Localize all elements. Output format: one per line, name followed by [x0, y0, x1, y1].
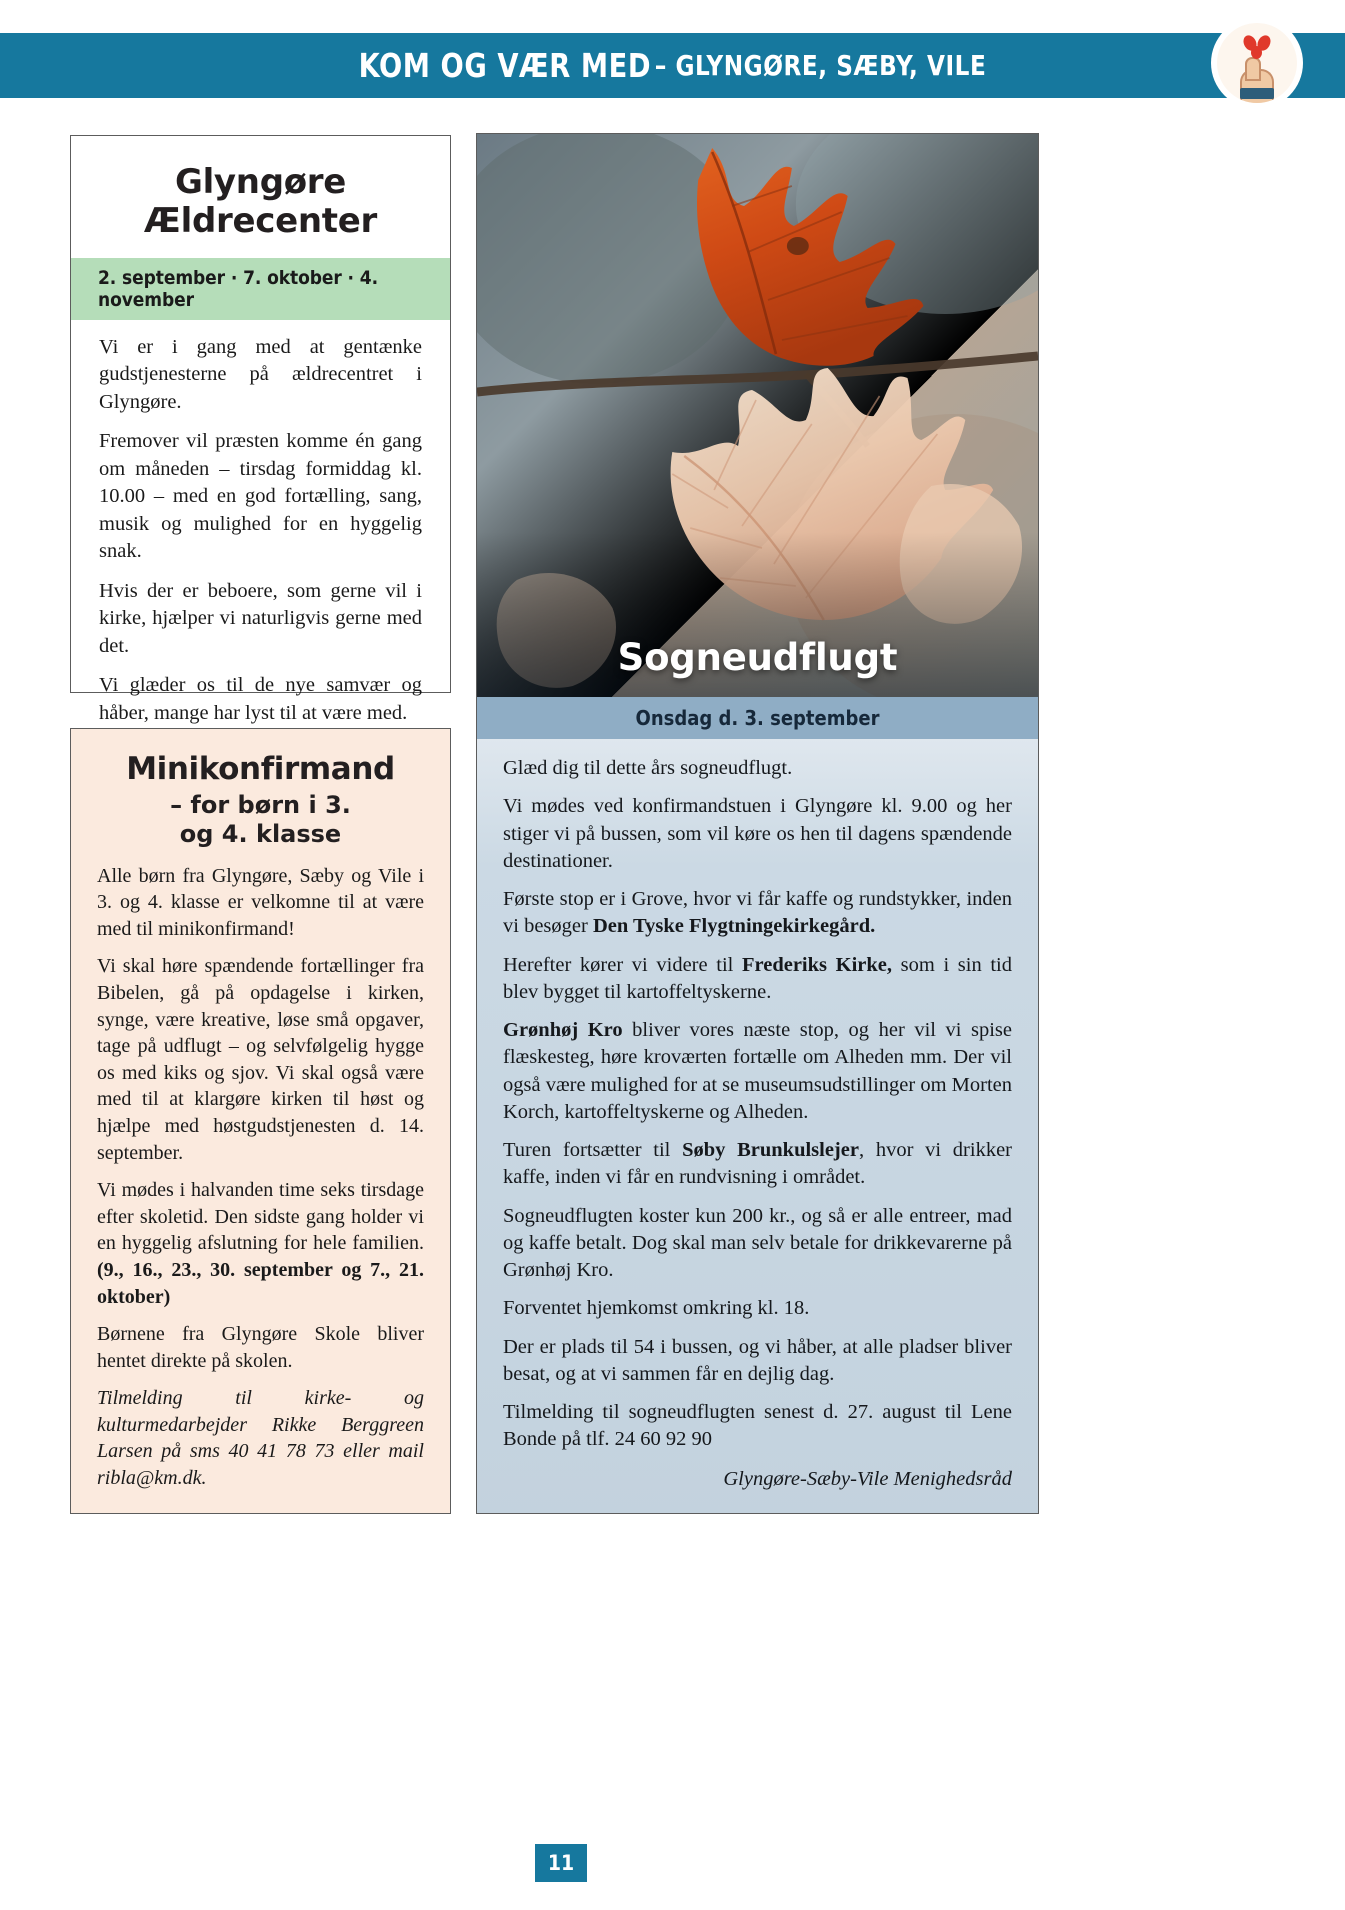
- aeldrecenter-paragraph: Vi glæder os til de nye samvær og håber, mange har lyst til at være med.: [99, 674, 422, 724]
- sogneudflugt-signature: Glyngøre-Sæby-Vile Menighedsråd: [723, 1467, 1012, 1490]
- sogneudflugt-body: [477, 739, 1038, 1514]
- badge-inner: [1217, 23, 1297, 103]
- minikonfirmand-paragraph: Vi skal høre spændende fortællinger fra Bibelen, gå på opdagelse i kirken, synge, være kreative, løse små opgaver, tage på udflugt – og selvfølgelig hygge os med kiks og sjov. Vi skal også være med til at klargøre kirken til høst og hjælpe med høstgudstjenesten d. 14. september.: [97, 955, 424, 1164]
- minikonfirmand-paragraph: Alle børn fra Glyngøre, Sæby og Vile i 3. og 4. klasse er velkomne til at være med til minikonfirmand!: [97, 864, 424, 940]
- sogneudflugt-title: Sogneudflugt: [617, 636, 898, 679]
- p6-place: Søby Brunkulslejer: [682, 1139, 859, 1161]
- minikonfirmand-subtitle-line2: og 4. klasse: [179, 819, 342, 848]
- p4-text-after: som i sin tid blev bygget til kartoffeltyskerne.: [503, 953, 1013, 1003]
- p4-text-before: Herefter kører vi videre til: [503, 953, 742, 976]
- mini-p3-dates: (9., 16., 23., 30. september og 7., 21. oktober): [97, 1258, 424, 1308]
- header-title-sub: – GLYNGØRE, SÆBY, VILE: [654, 49, 987, 82]
- sogneudflugt-paragraph-soby: [503, 1137, 1012, 1192]
- header-title-main: KOM OG VÆR MED: [358, 46, 652, 85]
- aeldrecenter-paragraph: Vi er i gang med at gentænke gudstjenesterne på ældrecentret i Glyngøre.: [99, 335, 422, 413]
- p4-place: Frederiks Kirke,: [741, 953, 893, 976]
- sogneudflugt-paragraph-frederiks: [503, 952, 1012, 1007]
- sogneudflugt-date-band: Onsdag d. 3. september: [477, 697, 1038, 739]
- sogneudflugt-paragraph: Glæd dig til dette års sogneudflugt.: [503, 757, 793, 779]
- autumn-leaves-photo: [477, 134, 1038, 697]
- sogneudflugt-paragraph-return: Forventet hjemkomst omkring kl. 18.: [503, 1297, 810, 1320]
- page-header-title: [54, 33, 1291, 98]
- aeldrecenter-paragraph: Hvis der er beboere, som gerne vil i kirke, hjælper vi naturligvis gerne med det.: [99, 579, 422, 657]
- p3-text: Første stop er i Grove, hvor vi får kaffe og rundstykker, inden vi besøger: [503, 888, 1012, 938]
- page-header-bar: [0, 33, 1345, 98]
- aeldrecenter-title-line1: Glyngøre: [174, 162, 347, 202]
- aeldrecenter-body: [71, 320, 450, 749]
- sogneudflugt-paragraph-signup: Tilmelding til sogneudflugten senest d. 27. august til Lene Bonde på tlf. 24 60 92 90: [503, 1401, 1012, 1451]
- aeldrecenter-dates-band: 2. september · 7. oktober · 4. november: [71, 258, 450, 320]
- aeldrecenter-title-line2: Ældrecenter: [144, 201, 377, 242]
- minikonfirmand-card: [70, 728, 451, 1514]
- p5-place: Grønhøj Kro: [503, 1019, 623, 1041]
- minikonfirmand-paragraph-dates: [97, 1177, 424, 1310]
- page-number-badge: 11: [535, 1844, 587, 1882]
- minikonfirmand-paragraph: Børnene fra Glyngøre Skole bliver hentet direkte på skolen.: [97, 1323, 424, 1372]
- sogneudflugt-card: [476, 133, 1039, 1514]
- p6-text-after: , hvor vi drikker kaffe, inden vi får en rundvisning i området.: [503, 1139, 1012, 1189]
- sogneudflugt-paragraph: Vi mødes ved konfirmandstuen i Glyngøre kl. 9.00 og her stiger vi på bussen, som vil køre os hen til dagens spændende destinationer.: [503, 795, 1012, 872]
- p3-place: Den Tyske Flygtningekirkegård.: [592, 915, 876, 938]
- sogneudflugt-paragraph-seats: Der er plads til 54 i bussen, og vi håber, at alle pladser bliver besat, og at vi sammen får en dejlig dag.: [503, 1335, 1012, 1385]
- pointing-hand-badge: [1214, 20, 1300, 106]
- minikonfirmand-subtitle-line1: – for børn i 3.: [170, 791, 351, 819]
- hand-cuff-shape: [1240, 88, 1274, 99]
- sogneudflugt-paragraph-gronhoj: [503, 1017, 1012, 1126]
- ribbon-bow-icon: [1244, 35, 1270, 59]
- p6-text-before: Turen fortsætter til: [503, 1139, 683, 1161]
- sogneudflugt-paragraph-grove: [503, 886, 1012, 941]
- minikonfirmand-body: [71, 861, 450, 1513]
- minikonfirmand-title: Minikonfirmand: [126, 751, 395, 787]
- sogneudflugt-paragraph-price: Sogneudflugten koster kun 200 kr., og så er alle entreer, mad og kaffe betalt. Dog skal man selv betale for drikkevarerne på Grønhøj Kro.: [503, 1204, 1012, 1281]
- aeldrecenter-title: [71, 136, 450, 258]
- minikonfirmand-subtitle: [71, 791, 450, 861]
- minikonfirmand-signup-note: Tilmelding til kirke- og kulturmedarbejder Rikke Berggreen Larsen på sms 40 41 78 73 eller mail ribla@km.dk.: [97, 1387, 424, 1490]
- p5-text-after: bliver vores næste stop, og her vil vi spise flæskesteg, høre kroværten fortælle om Alheden mm. Der vil også være mulighed for at se museumsudstillinger om Morten Korch, kartoffeltyskerne og Alheden.: [503, 1019, 1013, 1123]
- mini-p3-text: Vi mødes i halvanden time seks tirsdage efter skoletid. Den sidste gang holder vi en hyggelig afslutning for hele familien.: [97, 1179, 424, 1255]
- aeldrecenter-card: [70, 135, 451, 724]
- aeldrecenter-paragraph: Fremover vil præsten komme én gang om måneden – tirsdag formiddag kl. 10.00 – med en god fortælling, sang, musik og mulighed for en hyggelig snak.: [99, 430, 422, 563]
